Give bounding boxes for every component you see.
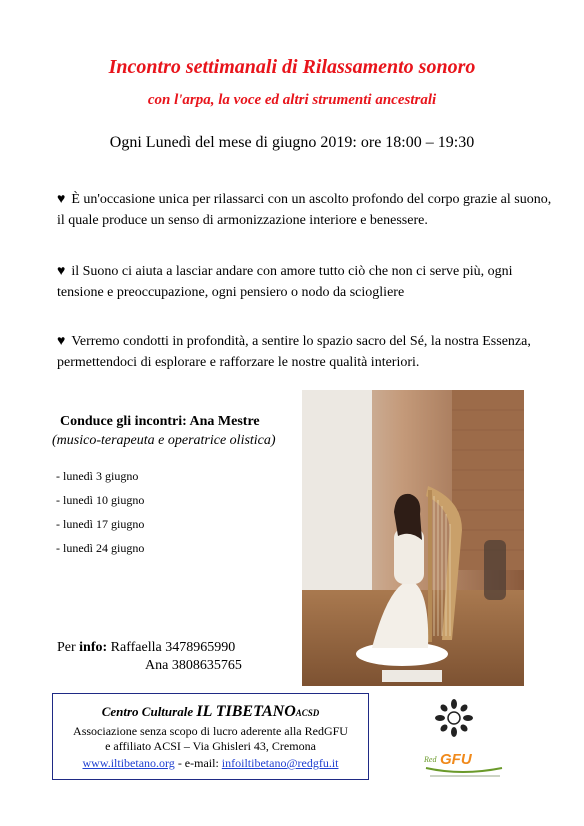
center-title-prefix: Centro Culturale <box>101 704 197 719</box>
paragraph-text: il Suono ci aiuta a lasciar andare con amore tutto ciò che non ci serve più, ogni tensione e preoccupazione, ogni pensiero o nodo da sciogliere <box>57 264 513 300</box>
event-schedule: Ogni Lunedì del mese di giugno 2019: ore 18:00 – 19:30 <box>109 134 475 151</box>
date-item: - lunedì 24 giugno <box>56 541 145 555</box>
info-prefix: Per <box>57 640 80 655</box>
website-link[interactable]: www.iltibetano.org <box>82 756 175 770</box>
center-title-suffix: ACSD <box>295 708 320 718</box>
paragraph-3 <box>57 331 557 373</box>
heart-icon: ♥ <box>57 334 66 349</box>
center-title-name: IL TIBETANO <box>196 703 296 720</box>
email-separator: - e-mail: <box>174 756 222 770</box>
host-name: Conduce gli incontri: Ana Mestre <box>60 414 260 429</box>
event-title: Incontro settimanali di Rilassamento sonoro <box>108 56 476 78</box>
info-contact-2: Ana 3808635765 <box>145 658 242 673</box>
red-gfu-prefix: Red <box>424 755 437 764</box>
info-label: info: <box>79 640 108 655</box>
date-list <box>56 466 144 562</box>
date-item: - lunedì 3 giugno <box>56 469 139 483</box>
red-gfu-text: GFU <box>440 751 472 768</box>
info-contact-1: Raffaella 3478965990 <box>107 640 236 655</box>
date-item: - lunedì 10 giugno <box>56 493 145 507</box>
paragraph-1 <box>57 189 557 231</box>
heart-icon: ♥ <box>57 192 66 207</box>
paragraph-text: È un'occasione unica per rilassarci con un ascolto profondo del corpo grazie al suono, il quale produce un senso di armonizzazione interiore e benessere. <box>57 192 552 228</box>
paragraph-2 <box>57 261 557 303</box>
center-contacts <box>52 756 369 771</box>
center-line-2: e affiliato ACSI – Via Ghisleri 43, Cremona <box>105 739 316 753</box>
red-gfu-logo <box>422 748 506 782</box>
heart-icon: ♥ <box>57 264 66 279</box>
center-line-1: Associazione senza scopo di lucro aderente alla RedGFU <box>73 724 348 738</box>
info-line-1 <box>57 640 235 656</box>
date-item: - lunedì 17 giugno <box>56 517 145 531</box>
center-title <box>52 703 369 721</box>
harpist-photo <box>302 390 524 686</box>
event-subtitle: con l'arpa, la voce ed altri strumenti ancestrali <box>147 92 437 108</box>
email-link[interactable]: infoiltibetano@redgfu.it <box>221 756 339 770</box>
paragraph-text: Verremo condotti in profondità, a sentire lo spazio sacro del Sé, la nostra Essenza, permettendoci di esplorare e rafforzare le nostre qualità interiori. <box>57 334 531 370</box>
host-role: (musico-terapeuta e operatrice olistica) <box>52 433 276 448</box>
lotus-emblem-icon <box>434 698 474 738</box>
